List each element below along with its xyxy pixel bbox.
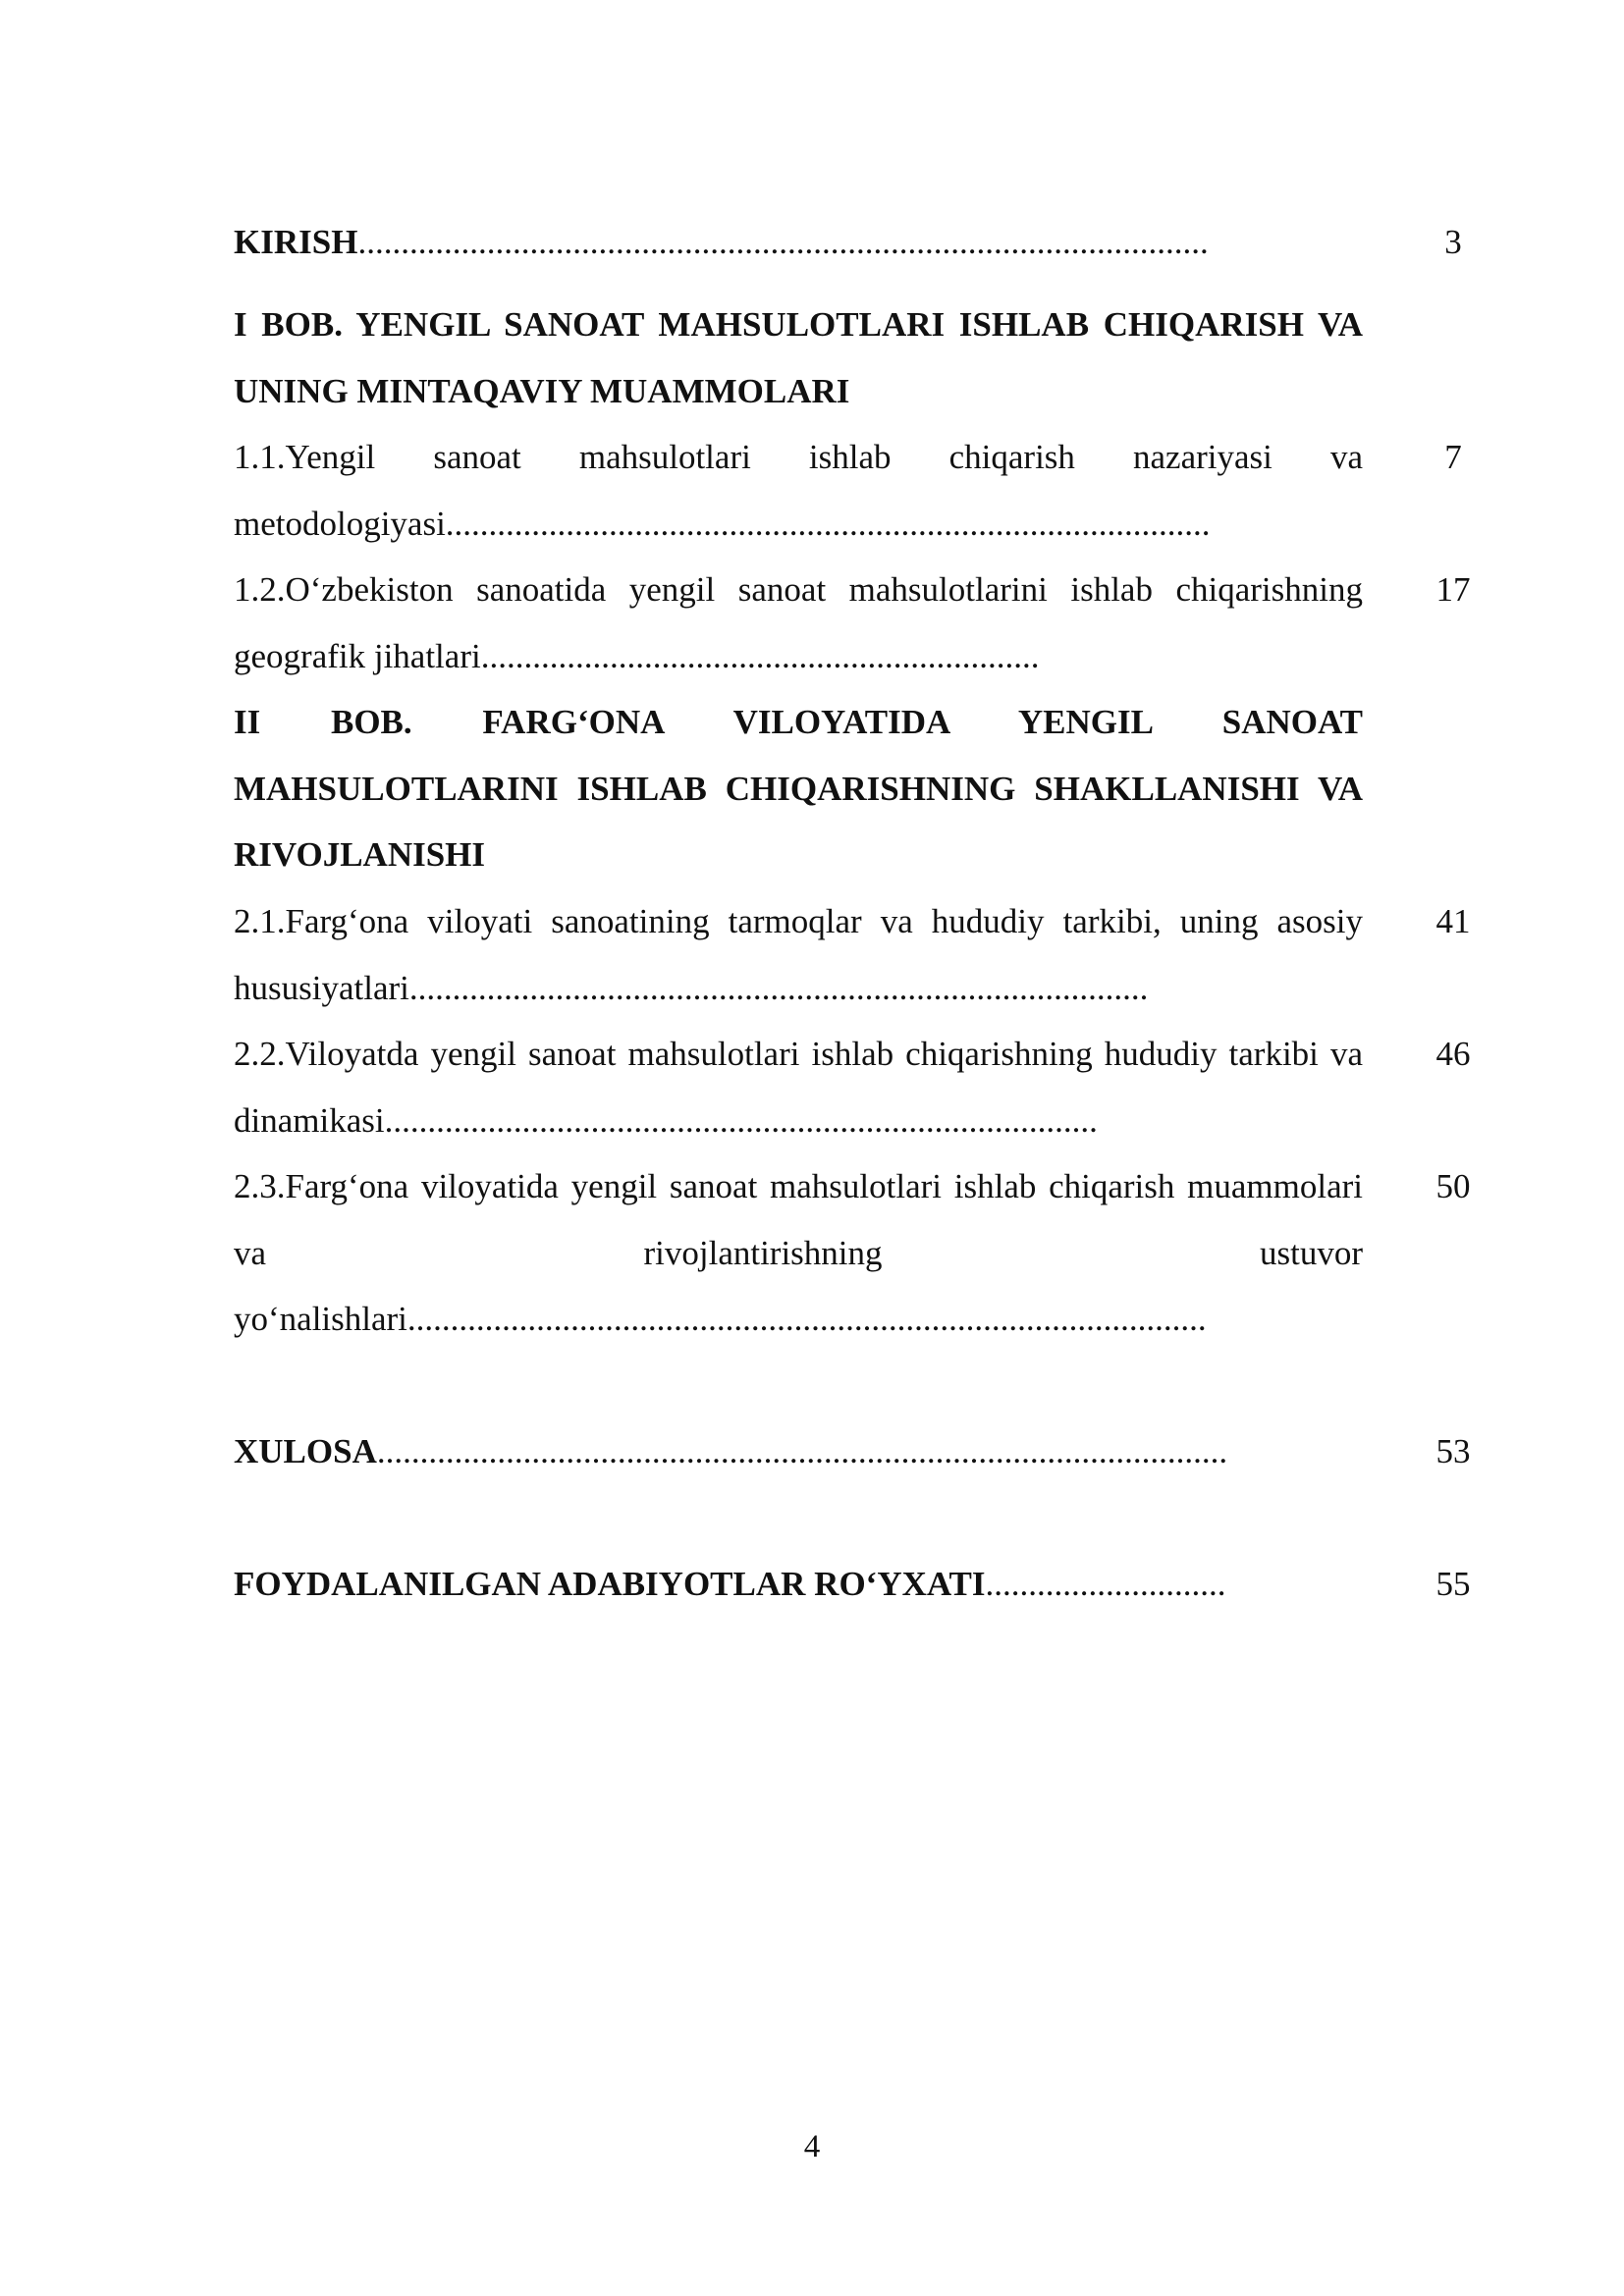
toc-xulosa-dots: ................................................................................................... xyxy=(376,1432,1228,1470)
toc-section-2-1-text: 2.1.Farg‘ona viloyati sanoatining tarmoqlar va hududiy tarkibi, uning asosiy hususiyatlari...................................................................................... xyxy=(234,902,1363,1007)
toc-section-1-2-text: 1.2.O‘zbekiston sanoatida yengil sanoat mahsulotlarini ishlab chiqarishning geografik jihatlari................................................................. xyxy=(234,570,1363,675)
toc-kirish-dots: ................................................................................................... xyxy=(357,223,1209,261)
toc-entry-xulosa xyxy=(234,1418,1363,1485)
toc-references-dots: ............................ xyxy=(985,1565,1226,1603)
toc-entry-references-text xyxy=(234,1551,1363,1618)
toc-references-page: 55 xyxy=(1435,1565,1471,1603)
toc-xulosa-page: 53 xyxy=(1435,1432,1471,1470)
toc-section-1-1 xyxy=(234,424,1363,557)
toc-section-2-3-text: 2.3.Farg‘ona viloyatida yengil sanoat mahsulotlari ishlab chiqarish muammolari va rivojlantirishning ustuvor yo‘nalishlari............................................................................................. xyxy=(234,1167,1363,1338)
toc-section-2-2-text: 2.2.Viloyatda yengil sanoat mahsulotlari ishlab chiqarishning hududiy tarkibi va dinamikasi................................................................................... xyxy=(234,1035,1363,1140)
toc-chapter-1-title: I BOB. YENGIL SANOAT MAHSULOTLARI ISHLAB CHIQARISH VA UNING MINTAQAVIY MUAMMOLARI xyxy=(234,305,1363,410)
toc-entry-kirish-text xyxy=(234,209,1363,276)
toc-xulosa-label: XULOSA xyxy=(234,1432,377,1470)
toc-references-label: FOYDALANILGAN ADABIYOTLAR RO‘YXATI xyxy=(234,1565,986,1603)
toc-section-1-2-page: 17 xyxy=(1435,570,1471,609)
toc-chapter-2 xyxy=(234,689,1363,888)
page-number-footer: 4 xyxy=(803,2129,821,2164)
toc-entry-kirish xyxy=(234,209,1363,276)
toc-section-2-3 xyxy=(234,1153,1363,1353)
toc-section-2-2 xyxy=(234,1021,1363,1153)
toc-section-2-1 xyxy=(234,888,1363,1021)
toc-section-1-2 xyxy=(234,557,1363,689)
toc-chapter-1 xyxy=(234,292,1363,424)
toc-kirish-label: KIRISH xyxy=(234,223,358,261)
toc-section-1-1-text: 1.1.Yengil sanoat mahsulotlari ishlab chiqarish nazariyasi va metodologiyasi......................................................................................... xyxy=(234,438,1363,543)
toc-section-2-1-page: 41 xyxy=(1435,902,1471,940)
toc-entry-references xyxy=(234,1551,1363,1618)
toc-entry-xulosa-text xyxy=(234,1418,1363,1485)
toc-section-2-3-page: 50 xyxy=(1435,1167,1471,1205)
toc-section-1-1-page: 7 xyxy=(1444,438,1462,476)
toc-section-2-2-page: 46 xyxy=(1435,1035,1471,1073)
toc-kirish-page: 3 xyxy=(1444,223,1462,261)
toc-chapter-2-title: II BOB. FARG‘ONA VILOYATIDA YENGIL SANOAT MAHSULOTLARINI ISHLAB CHIQARISHNING SHAKLLANISHI VA RIVOJLANISHI xyxy=(234,703,1363,874)
